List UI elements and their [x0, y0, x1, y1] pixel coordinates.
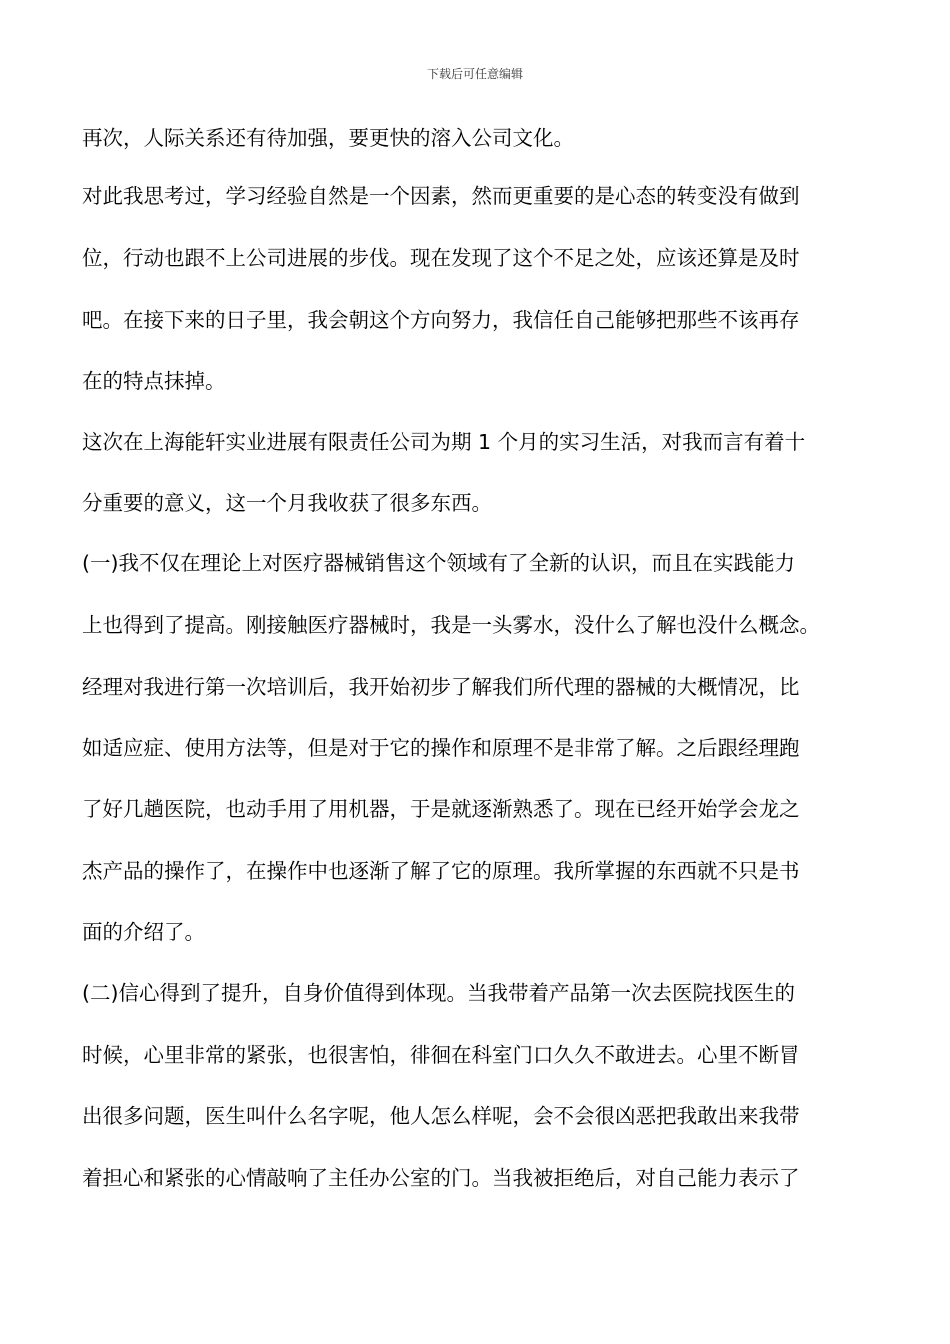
body-line: 再次，人际关系还有待加强，要更快的溶入公司文化。	[82, 126, 574, 150]
body-line: 分重要的意义，这一个月我收获了很多东西。	[82, 491, 492, 515]
body-line: 了好几趟医院，也动手用了用机器，于是就逐渐熟悉了。现在已经开始学会龙之	[82, 797, 800, 821]
body-line: 出很多问题，医生叫什么名字呢，他人怎么样呢，会不会很凶恶把我敢出来我带	[82, 1104, 800, 1128]
body-line: 对此我思考过，学习经验自然是一个因素，然而更重要的是心态的转变没有做到	[82, 184, 800, 208]
body-line: 着担心和紧张的心情敲响了主任办公室的门。当我被拒绝后，对自己能力表示了	[82, 1166, 800, 1190]
body-line: 杰产品的操作了，在操作中也逐渐了解了它的原理。我所掌握的东西就不只是书	[82, 859, 800, 883]
body-line: 经理对我进行第一次培训后，我开始初步了解我们所代理的器械的大概情况，比	[82, 675, 800, 699]
body-line: 如适应症、使用方法等，但是对于它的操作和原理不是非常了解。之后跟经理跑	[82, 736, 800, 760]
body-line: 这次在上海能轩实业进展有限责任公司为期 1 个月的实习生活，对我而言有着十	[82, 430, 806, 454]
body-line: (一)我不仅在理论上对医疗器械销售这个领域有了全新的认识，而且在实践能力	[82, 551, 795, 575]
body-line: 在的特点抹掉。	[82, 369, 226, 393]
body-line: 面的介绍了。	[82, 920, 205, 944]
body-line: 位，行动也跟不上公司进展的步伐。现在发现了这个不足之处，应该还算是及时	[82, 246, 800, 270]
body-line: 上也得到了提高。刚接触医疗器械时，我是一头雾水，没什么了解也没什么概念。	[82, 613, 820, 637]
body-line: (二)信心得到了提升，自身价值得到体现。当我带着产品第一次去医院找医生的	[82, 981, 795, 1005]
body-line: 时候，心里非常的紧张，也很害怕，徘徊在科室门口久久不敢进去。心里不断冒	[82, 1043, 800, 1067]
body-line: 吧。在接下来的日子里，我会朝这个方向努力，我信任自己能够把那些不该再存	[82, 308, 800, 332]
page-header: 下载后可任意编辑	[426, 67, 523, 81]
